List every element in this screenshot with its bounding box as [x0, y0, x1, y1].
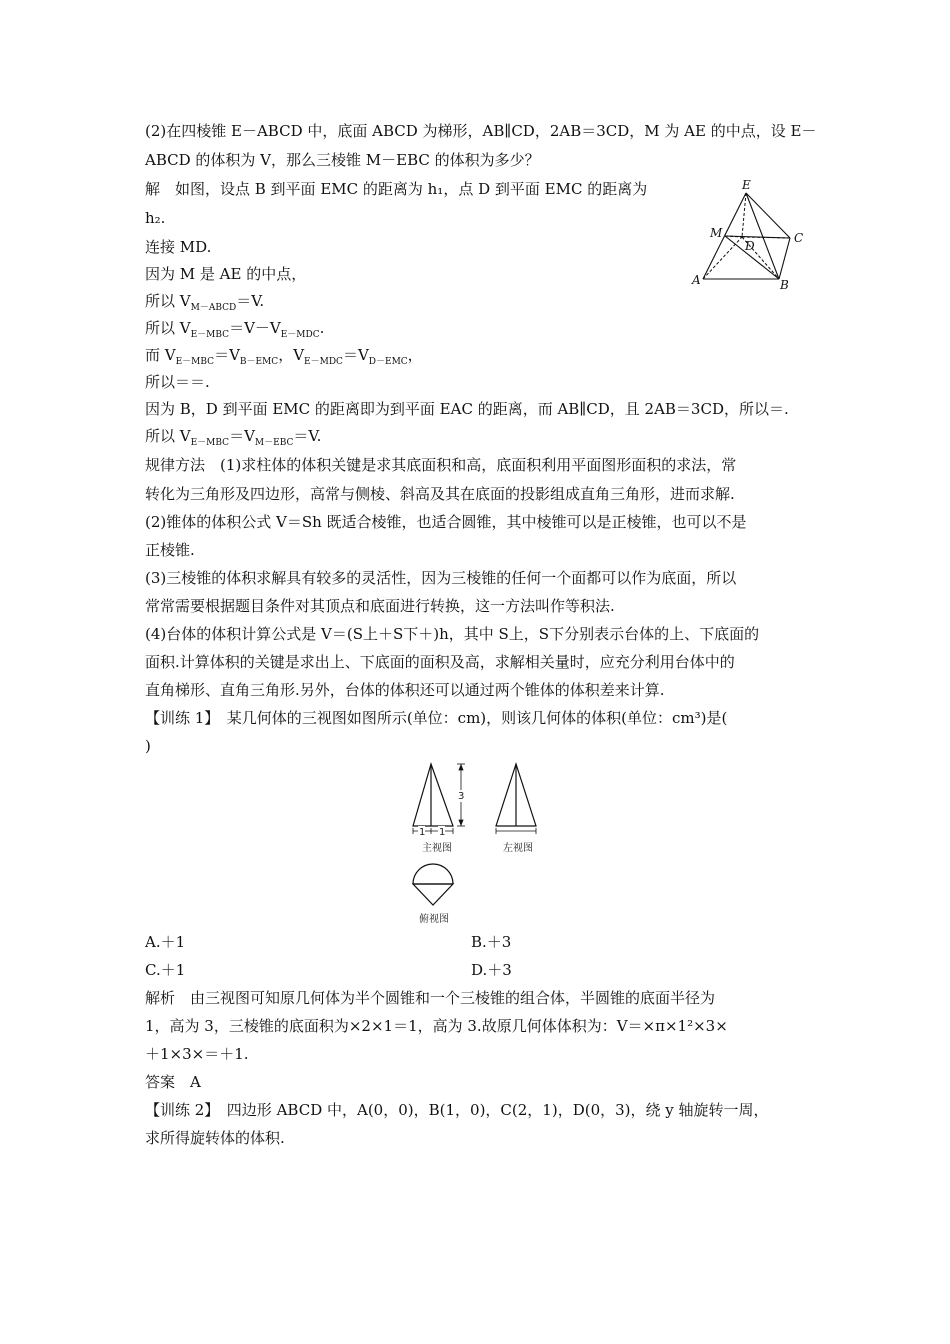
- height-label: 3: [458, 791, 465, 802]
- solution-line-4: 因为 M 是 AE 的中点，: [145, 265, 307, 283]
- text: 所以 V: [145, 319, 191, 337]
- text: ＝V: [214, 346, 240, 364]
- vertex-label-a: A: [692, 273, 701, 287]
- text: .: [319, 319, 325, 337]
- solution-line-7: [145, 345, 423, 372]
- text: ＝V.: [236, 292, 265, 310]
- solution-line-6: [145, 318, 324, 345]
- method-line-9: 直角梯形、直角三角形.另外，台体的体积还可以通过两个锥体的体积差来计算.: [145, 681, 665, 699]
- option-b: B.＋3: [471, 933, 512, 951]
- subscript: E－MBC: [190, 330, 230, 340]
- problem-line-2: ABCD 的体积为 V，那么三棱锥 M－EBC 的体积为多少？: [145, 151, 540, 169]
- solution-line-10: [145, 426, 321, 453]
- subscript: D－EMC: [368, 357, 408, 367]
- front-view-outline: [413, 764, 453, 826]
- text: ＝V: [342, 346, 369, 364]
- problem-line-1: (2)在四棱锥 E－ABCD 中，底面 ABCD 为梯形，AB∥CD，2AB＝3CD，M 为 AE 的中点，设 E－: [145, 122, 817, 140]
- method-line-4: 正棱锥.: [145, 541, 195, 559]
- vertex-label-m: M: [710, 226, 723, 240]
- training1-line-2: ): [145, 737, 151, 755]
- vertex-label-b: B: [780, 278, 789, 292]
- text: ，: [407, 346, 423, 364]
- vertex-label-c: C: [794, 231, 804, 245]
- front-view-caption: 主视图: [422, 843, 452, 854]
- analysis-line-3: ＋1×3×＝＋1.: [145, 1045, 249, 1063]
- option-a: A.＋1: [145, 933, 186, 951]
- three-view-figure: [405, 760, 555, 930]
- vertex-label-d: D: [745, 239, 755, 253]
- training2-line-2: 求所得旋转体的体积.: [145, 1129, 285, 1147]
- method-line-1: 规律方法 (1)求柱体的体积关键是求其底面积和高，底面积利用平面图形面积的求法，常: [145, 456, 737, 474]
- vertex-label-e: E: [742, 178, 751, 192]
- method-line-5: (3)三棱锥的体积求解具有较多的灵活性，因为三棱锥的任何一个面都可以作为底面，所以: [145, 569, 737, 587]
- text: ，V: [278, 346, 305, 364]
- text: 而 V: [145, 346, 176, 364]
- text: ＝V－V: [229, 319, 281, 337]
- solution-line-5: [145, 291, 264, 318]
- subscript: E－MDC: [280, 330, 320, 340]
- text: 所以 V: [145, 292, 191, 310]
- method-line-2: 转化为三角形及四边形，高常与侧棱、斜高及其在底面的投影组成直角三角形，进而求解.: [145, 485, 735, 503]
- solution-line-9: 因为 B，D 到平面 EMC 的距离即为到平面 EAC 的距离，而 AB∥CD，且 2AB＝3CD，所以＝.: [145, 400, 789, 418]
- width-label-right: 1: [439, 827, 446, 838]
- method-line-6: 常常需要根据题目条件对其顶点和底面进行转换，这一方法叫作等积法.: [145, 597, 615, 615]
- solution-line-3: 连接 MD.: [145, 238, 212, 256]
- top-view-outline: [413, 864, 453, 905]
- option-c: C.＋1: [145, 961, 186, 979]
- subscript: M－EBC: [254, 438, 294, 448]
- pyramid-figure: [690, 175, 810, 295]
- solution-line-2: h₂.: [145, 209, 166, 227]
- subscript: E－MDC: [304, 357, 343, 367]
- solution-line-1: 解 如图，设点 B 到平面 EMC 的距离为 h₁，点 D 到平面 EMC 的距离为: [145, 180, 648, 198]
- subscript: E－MBC: [190, 438, 230, 448]
- training1-line-1: 【训练 1】 某几何体的三视图如图所示(单位：cm)，则该几何体的体积(单位：cm³)是(: [145, 709, 728, 727]
- analysis-line-1: 解析 由三视图可知原几何体为半个圆锥和一个三棱锥的组合体，半圆锥的底面半径为: [145, 989, 716, 1007]
- side-view-caption: 左视图: [503, 843, 533, 854]
- width-label-left: 1: [419, 827, 426, 838]
- method-line-7: (4)台体的体积计算公式是 V＝(S上＋S下＋)h，其中 S上，S下分别表示台体的上、下底面的: [145, 625, 760, 643]
- method-line-8: 面积.计算体积的关键是求出上、下底面的面积及高，求解相关量时，应充分利用台体中的: [145, 653, 735, 671]
- text: ＝V.: [293, 427, 322, 445]
- text: ＝V: [229, 427, 255, 445]
- solution-line-8: 所以＝＝.: [145, 373, 210, 391]
- text: 所以 V: [145, 427, 191, 445]
- method-line-3: (2)锥体的体积公式 V＝Sh 既适合棱锥，也适合圆锥，其中棱锥可以是正棱锥，也可以不是: [145, 513, 747, 531]
- option-d: D.＋3: [471, 961, 512, 979]
- top-view-caption: 俯视图: [419, 914, 449, 925]
- answer-line: 答案 A: [145, 1073, 201, 1091]
- subscript: B－EMC: [239, 357, 279, 367]
- subscript: M－ABCD: [190, 303, 237, 313]
- subscript: E－MBC: [175, 357, 215, 367]
- analysis-line-2: 1，高为 3，三棱锥的底面积为×2×1＝1，高为 3.故原几何体体积为：V＝×π×1²×3×: [145, 1017, 728, 1035]
- training2-line-1: 【训练 2】 四边形 ABCD 中，A(0，0)，B(1，0)，C(2，1)，D(0，3)，绕 y 轴旋转一周，: [145, 1101, 769, 1119]
